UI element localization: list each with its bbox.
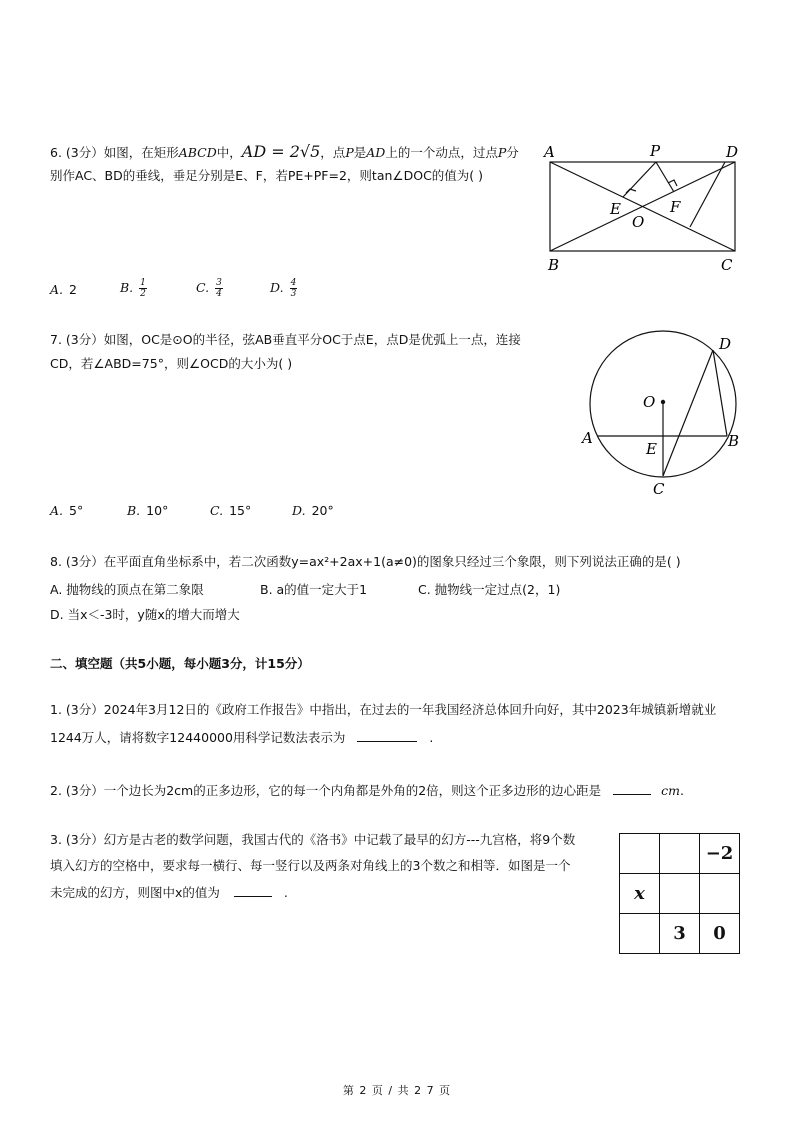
q7-label-c: C <box>653 480 665 498</box>
q7-option-d[interactable]: D. 20° <box>292 503 334 518</box>
q6-label-b: B <box>548 256 560 274</box>
f1-line2: 1244万人，请将数字12440000用科学记数法表示为 . <box>50 730 434 745</box>
q6-label-o: O <box>632 213 645 231</box>
q7-label-o: O <box>643 393 656 411</box>
grid-cell: 0 <box>700 914 740 954</box>
f1-line1: 1. (3分）2024年3月12日的《政府工作报告》中指出，在过去的一年我国经济总体回升向好，其中2023年城镇新增就业 <box>50 702 717 717</box>
grid-cell: −2 <box>700 834 740 874</box>
q6-rectangle-figure <box>540 140 750 275</box>
q7-label-b: B <box>728 432 740 450</box>
grid-cell <box>700 874 740 914</box>
q6-label-a: A <box>544 143 555 161</box>
q6-option-a[interactable]: A. 2 <box>50 282 77 297</box>
q7-circle-figure <box>575 330 750 500</box>
q7-label-e: E <box>646 440 657 458</box>
q6-label-e: E <box>610 200 621 218</box>
q7-option-c[interactable]: C. 15° <box>210 503 252 518</box>
grid-cell: 3 <box>660 914 700 954</box>
q8-option-b[interactable]: B. a的值一定大于1 <box>260 582 368 597</box>
q8-option-d[interactable]: D. 当x＜-3时，y随x的增大而增大 <box>50 607 240 622</box>
section-title: 二、填空题（共5小题，每小题3分，计15分） <box>50 656 310 671</box>
q7-line1: 7. (3分）如图，OC是⊙O的半径，弦AB垂直平分OC于点E，点D是优弧上一点，连接 <box>50 332 521 347</box>
q6-line1: 6. (3分）如图，在矩形ABCD中，AD = 2√5，点P是AD上的一个动点，过点P分 <box>50 142 519 161</box>
grid-cell <box>620 914 660 954</box>
q8-option-a[interactable]: A. 抛物线的顶点在第二象限 <box>50 582 204 597</box>
q7-label-a: A <box>582 429 593 447</box>
q6-option-c[interactable]: C. $\frac{3}{4}$ <box>196 278 222 299</box>
q7-option-b[interactable]: B. 10° <box>127 503 169 518</box>
q8-line1: 8. (3分）在平面直角坐标系中，若二次函数y=ax²+2ax+1(a≠0)的图象只经过三个象限，则下列说法正确的是( ) <box>50 554 681 569</box>
q6-label-d: D <box>726 143 739 161</box>
grid-cell <box>620 834 660 874</box>
q6-label-c: C <box>721 256 733 274</box>
q7-option-a[interactable]: A. 5° <box>50 503 84 518</box>
q6-option-d[interactable]: D. $\frac{4}{3}$ <box>270 278 297 299</box>
page-footer: 第 2 页 / 共 2 7 页 <box>342 1084 452 1097</box>
q6-option-b[interactable]: B. $\frac{1}{2}$ <box>120 278 146 299</box>
q6-label-p: P <box>650 142 661 160</box>
q7-line2: CD，若∠ABD=75°，则∠OCD的大小为( ) <box>50 356 293 371</box>
q6-ad-formula: AD = 2√5 <box>241 142 321 161</box>
grid-cell <box>660 834 700 874</box>
f2-answer-blank[interactable] <box>613 782 651 795</box>
f1-answer-blank[interactable] <box>357 729 417 742</box>
f3-answer-blank[interactable] <box>234 884 272 897</box>
q6-line2: 别作AC、BD的垂线，垂足分别是E、F，若PE+PF=2，则tan∠DOC的值为( ) <box>50 168 484 183</box>
grid-cell <box>660 874 700 914</box>
q7-label-d: D <box>719 335 732 353</box>
f3-line3: 未完成的幻方，则图中x的值为 . <box>50 885 288 900</box>
q8-option-c[interactable]: C. 抛物线一定过点(2，1) <box>418 582 561 597</box>
q6-label-f: F <box>670 198 681 216</box>
f2-line: 2. (3分）一个边长为2cm的正多边形，它的每一个内角都是外角的2倍，则这个正多边形的边心距是 cm. <box>50 783 684 798</box>
magic-square-grid <box>619 833 740 954</box>
f3-line1: 3. (3分）幻方是古老的数学问题，我国古代的《洛书》中记载了最早的幻方---九宫格，将9个数 <box>50 832 576 847</box>
grid-cell: x <box>620 874 660 914</box>
f3-line2: 填入幻方的空格中，要求每一横行、每一竖行以及两条对角线上的3个数之和相等．如图是一个 <box>50 858 571 873</box>
